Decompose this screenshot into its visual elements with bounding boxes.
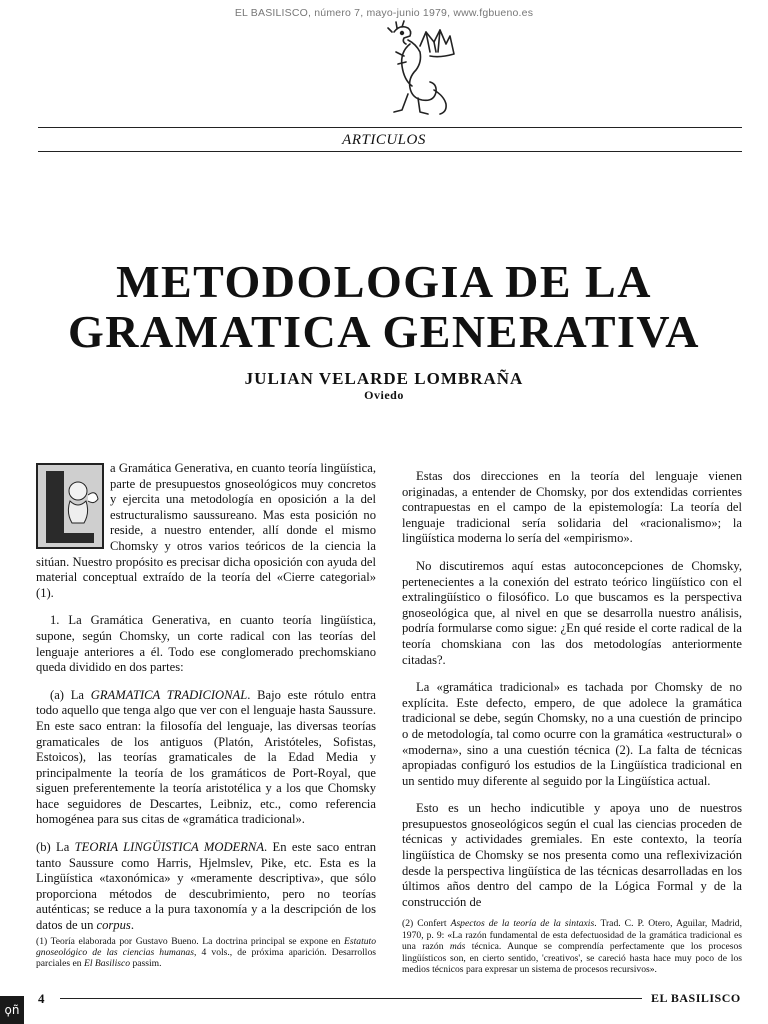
section-rule-top (38, 127, 742, 128)
right-column (402, 469, 742, 975)
running-header: EL BASILISCO, número 7, mayo-junio 1979, www.fgbueno.es (234, 7, 534, 19)
paragraph-right-1: Estas dos direcciones en la teoría del lenguaje vienen originadas, a entender de Chomsky, por dos extendidas corrientes contrapuestas en el campo de la epistemología: La teoría del lenguaje tradicional sería solidaria del «racionalismo»; la lingüística moderna lo sería del «empirismo». (402, 469, 742, 546)
footnote-2: (2) Confert Aspectos de la teoría de la sintaxis. Trad. C. P. Otero, Aguilar, Madrid, 1970, p. 9: «La razón fundamental de esta defectuosidad de la gramática tradicional es una razón más técnica. Aunque se comprendía perfectamente que los procesos lingüísticos son, en cierto sentido, 'creativos', se careció hasta hace muy poco de los medios técnicos para expresar un sistema de procesos recursivos». (402, 918, 742, 976)
section-label: ARTICULOS (342, 132, 426, 148)
author-location: Oviedo (364, 388, 404, 402)
paragraph-a: (a) La GRAMATICA TRADICIONAL. Bajo este rótulo entra todo aquello que tenga algo que ver con el lenguaje hasta Saussure. En este saco entran: la filosofía del lenguaje, las diversas teorías gramaticales de los antiguos (Platón, Aristóteles, Sofistas, Estoicos), las teorías gramaticales de la Edad Media y principalmente la teoría de los gramáticos de Port-Royal, que siguen preferentemente la teoría aristotélica y a los que Chomsky hace seguidores de Descartes, Leibniz, etc., como referencia homogénea para sus citas de «gramática tradicional». (36, 687, 377, 827)
footnote-1: (1) Teoría elaborada por Gustavo Bueno. La doctrina principal se expone en Estatuto gnoseológico de las ciencias humanas, 4 vols., de próxima aparición. Desarrollos parciales en El Basilisco passim. (36, 935, 376, 970)
left-column (36, 461, 376, 970)
basilisk-emblem-icon (364, 16, 460, 122)
paragraph-right-3: La «gramática tradicional» es tachada por Chomsky de no explícita. Este defecto, empero, de que adolece la gramática tradicional se debe, según Chomsky, no a una cuestión de principo o de metodología, tal como ocurre con la gramática «estructural» o «moderna», sino a una cuestión técnica (2). La falta de técnicas apropiadas configuró los estudios de la Lingüística tradicional en un sentido muy diferente al seguido por la Lingüística actual. (402, 680, 742, 788)
article-author: JULIAN VELARDE LOMBRAÑA (244, 369, 524, 388)
emphasis-gramatica-tradicional: GRAMATICA TRADICIONAL (90, 687, 248, 702)
footer-brand: EL BASILISCO (651, 991, 741, 1005)
article-title-line-1: METODOLOGIA DE LA (116, 256, 652, 307)
ornamental-drop-cap (36, 463, 104, 549)
paragraph-right-2: No discutiremos aquí estas autoconcepciones de Chomsky, pertenecientes a la conexión del estrato teórico lingüístico con el extralingüístico o filosófico. Lo que buscamos es la perspectiva gnoseológica que, al nivel en que se desarrolla nuestro análisis, podría formularse como sigue: ¿En qué reside el corte radical de la teoría chomskiana con las dos metodologías anteriormente citadas?. (402, 558, 742, 667)
page-number: 4 (38, 991, 45, 1006)
article-title-line-2: GRAMATICA GENERATIVA (68, 306, 700, 357)
section-rule-bottom (38, 151, 742, 152)
paragraph-1: 1. La Gramática Generativa, en cuanto teoría lingüística, supone, según Chomsky, un corte radical con las teorías del lenguaje anteriores a él. Todo ese conglomerado prechomskiano queda dividido en dos partes: (36, 613, 376, 675)
paragraph-intro: a Gramática Generativa, en cuanto teoría lingüística, parte de presupuestos gnoseológicos muy concretos y ejercita una metodología en oposición a la del estructuralismo saussureano. Mas esta posición no reside, a nuestro entender, allí donde el mismo Chomsky y otros varios teóricos de la ciencia la sitúan. Nuestro propósito es precisar dicha oposición con ayuda del material conceptual extraído de la teoría del «Cierre categorial» (1). (36, 461, 376, 600)
emphasis-teoria-moderna: TEORIA LINGÜISTICA MODERNA (74, 840, 265, 855)
paragraph-right-4: Esto es un hecho indicutible y apoya uno de nuestros presupuestos gnoseológicos según el cual las ciencias proceden de técnicas y actividades gremiales. En este contexto, la teoría lingüística de Chomsky se nos presenta como una reflexivización desde la perspectiva lingüística de las técnicas desarrolladas en los últimos años dentro del campo de la Lógica Formal y de la construcción de (402, 801, 742, 909)
corner-badge: ϙñ (0, 996, 24, 1024)
cherub-initial-icon (38, 465, 102, 547)
footer-rule (60, 998, 642, 999)
paragraph-b: (b) La TEORIA LINGÜISTICA MODERNA. En este saco entran tanto Saussure como Harris, Hjelmslev, Pike, etc. Esta es la Lingüística «taxonómica» y «meramente descriptiva», que sólo proporciona métodos de descubrimiento, pero no teorías auténticas; se reduce a la pura taxonomía y a la descripción de los datos de un corpus. (36, 840, 376, 933)
